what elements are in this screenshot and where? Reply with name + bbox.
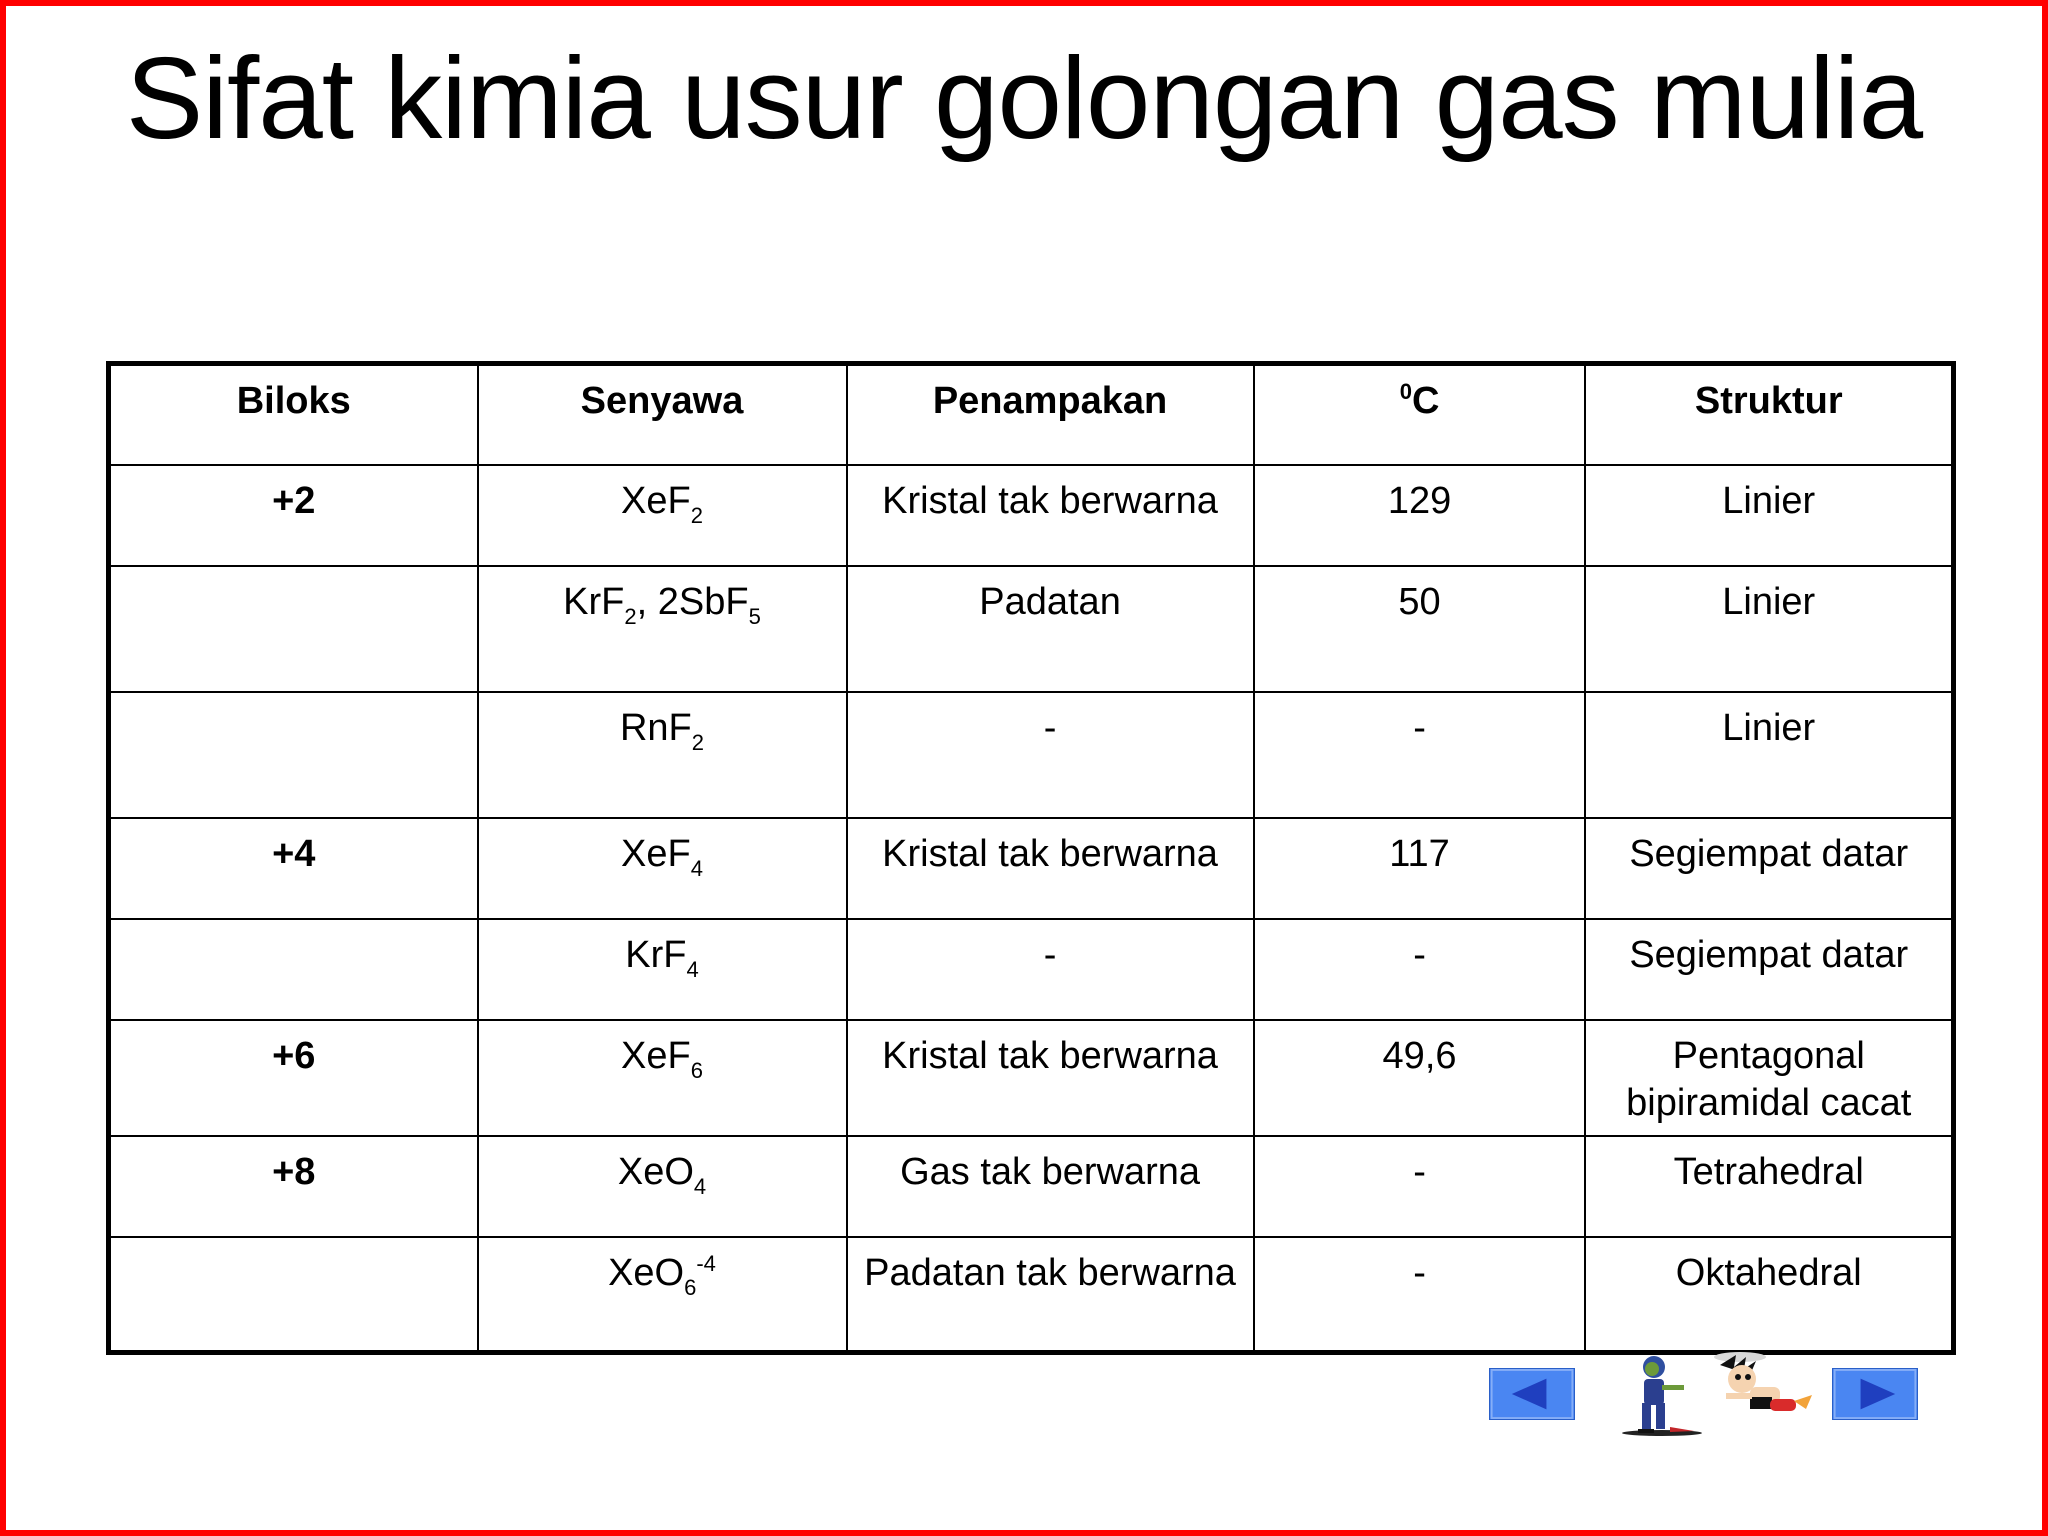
cell-temperature: - (1254, 1237, 1586, 1353)
formula-subscript: 2 (691, 729, 705, 755)
formula-text: RnF (619, 706, 692, 749)
cell-biloks (109, 566, 478, 692)
table-header-row (109, 364, 1954, 465)
cell-penampakan: - (847, 919, 1254, 1020)
slide-title: Sifat kimia usur golongan gas mulia (125, 33, 1923, 163)
header-temperature-unit: C (1411, 380, 1440, 422)
cell-penampakan: Gas tak berwarna (847, 1136, 1254, 1237)
formula-text: XeO (617, 1150, 694, 1193)
left-arrow-icon (1490, 1369, 1574, 1419)
cell-struktur: Linier (1585, 566, 1953, 692)
cell-struktur: Tetrahedral (1585, 1136, 1953, 1237)
formula-subscript: 5 (748, 603, 761, 629)
cell-biloks (109, 692, 478, 818)
formula-text: XeF (621, 479, 691, 522)
formula-subscript: 2 (690, 502, 703, 528)
table-row (109, 1237, 1954, 1353)
cell-struktur: Segiempat datar (1585, 919, 1953, 1020)
cell-temperature: 50 (1254, 566, 1586, 692)
cell-biloks: +4 (109, 818, 478, 919)
formula-text: XeO (608, 1251, 685, 1294)
cell-senyawa (478, 465, 847, 566)
formula-subscript: 4 (690, 855, 703, 881)
cell-penampakan: Kristal tak berwarna (847, 465, 1254, 566)
cell-biloks: +6 (109, 1020, 478, 1136)
cell-temperature: 117 (1254, 818, 1586, 919)
table-row (109, 692, 1954, 818)
formula-text: XeF (621, 1034, 691, 1077)
cell-senyawa (478, 1136, 847, 1237)
cell-biloks: +8 (109, 1136, 478, 1237)
formula-superscript: -4 (696, 1250, 716, 1276)
formula-text: KrF (563, 580, 625, 623)
cell-senyawa (478, 818, 847, 919)
cell-senyawa (478, 919, 847, 1020)
formula-subscript: 4 (693, 1173, 707, 1199)
cell-temperature: - (1254, 692, 1586, 818)
next-slide-button[interactable] (1832, 1368, 1918, 1420)
cell-biloks (109, 1237, 478, 1353)
cell-temperature: 49,6 (1254, 1020, 1586, 1136)
cell-biloks (109, 919, 478, 1020)
header-penampakan: Penampakan (847, 364, 1254, 465)
table-row (109, 566, 1954, 692)
formula-text: KrF (625, 933, 687, 976)
cell-temperature: - (1254, 1136, 1586, 1237)
noble-gas-compounds-table (106, 361, 1956, 1355)
cell-senyawa (478, 1237, 847, 1353)
cell-struktur: Linier (1585, 692, 1953, 818)
cell-struktur: Pentagonal bipiramidal cacat (1585, 1020, 1953, 1136)
cell-temperature: 129 (1254, 465, 1586, 566)
header-biloks: Biloks (109, 364, 478, 465)
cell-struktur: Linier (1585, 465, 1953, 566)
formula-subscript: 6 (690, 1057, 703, 1083)
flying-robot-boy-icon[interactable] (1706, 1351, 1814, 1431)
zombie-character-icon[interactable] (1614, 1351, 1704, 1437)
cell-penampakan: Padatan tak berwarna (847, 1237, 1254, 1353)
table-row (109, 919, 1954, 1020)
cell-struktur: Oktahedral (1585, 1237, 1953, 1353)
formula-subscript: 6 (684, 1274, 697, 1300)
cell-biloks: +2 (109, 465, 478, 566)
cell-penampakan: Padatan (847, 566, 1254, 692)
table-row (109, 465, 1954, 566)
cell-penampakan: - (847, 692, 1254, 818)
formula-subscript: 2 (624, 603, 637, 629)
formula-subscript: 4 (686, 956, 699, 982)
header-senyawa: Senyawa (478, 364, 847, 465)
header-struktur: Struktur (1585, 364, 1953, 465)
table-row (109, 1020, 1954, 1136)
header-temperature (1254, 364, 1586, 465)
right-arrow-icon (1833, 1369, 1917, 1419)
formula-text: , 2SbF (636, 580, 749, 623)
table-row (109, 818, 1954, 919)
cell-senyawa (478, 566, 847, 692)
header-temperature-degree: 0 (1399, 379, 1412, 404)
cell-penampakan: Kristal tak berwarna (847, 818, 1254, 919)
cell-temperature: - (1254, 919, 1586, 1020)
cell-penampakan: Kristal tak berwarna (847, 1020, 1254, 1136)
cell-struktur: Segiempat datar (1585, 818, 1953, 919)
formula-text: XeF (621, 832, 691, 875)
cell-senyawa (478, 1020, 847, 1136)
previous-slide-button[interactable] (1489, 1368, 1575, 1420)
cell-senyawa (478, 692, 847, 818)
table-row (109, 1136, 1954, 1237)
